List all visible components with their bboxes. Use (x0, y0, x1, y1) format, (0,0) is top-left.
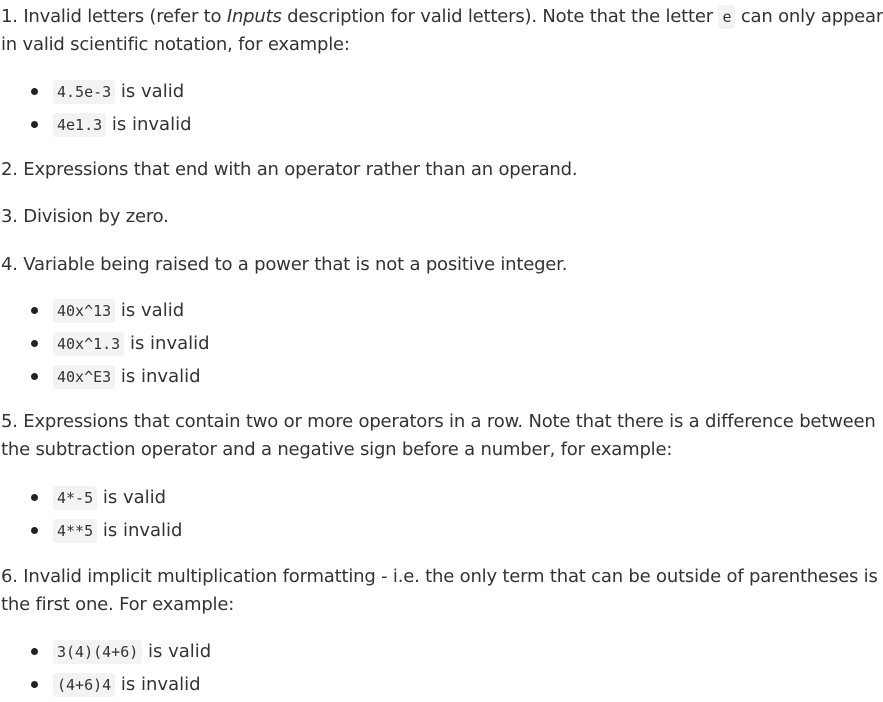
example-verdict: is invalid (102, 520, 183, 541)
example-verdict: is valid (120, 81, 185, 102)
example-code: 4*-5 (53, 486, 97, 510)
item-6-line-2: the first one. For example: (1, 594, 235, 615)
example-code: 40x^13 (53, 299, 115, 323)
list-item (0, 108, 192, 141)
item-1-italic-inputs: Inputs (226, 6, 282, 27)
bullet-dot (31, 88, 38, 95)
item-1-line-2: in valid scientific notation, for example: (1, 34, 350, 55)
bullet-dot (31, 307, 38, 314)
item-4-text: 4. Variable being raised to a power that is not a positive integer. (1, 254, 568, 275)
item-1-examples-list (0, 75, 192, 141)
item-6-line-1: 6. Invalid implicit multiplication formatting - i.e. the only term that can be outside of parentheses is (1, 566, 878, 587)
item-1-inline-code-e: e (718, 5, 735, 29)
item-2-text: 2. Expressions that end with an operator rather than an operand. (1, 159, 578, 180)
bullet-dot (31, 648, 38, 655)
bullet-dot (31, 340, 38, 347)
example-code: 40x^1.3 (53, 332, 124, 356)
item-1-number: 1. (1, 6, 18, 27)
item-1-line-1 (1, 3, 883, 31)
example-code: (4+6)4 (53, 673, 115, 697)
example-verdict: is invalid (120, 366, 201, 387)
item-5-line-2: the subtraction operator and a negative sign before a number, for example: (1, 439, 673, 460)
list-item (0, 635, 211, 668)
example-code: 4e1.3 (53, 113, 106, 137)
list-item (0, 75, 192, 108)
example-code: 4.5e-3 (53, 80, 115, 104)
example-verdict: is valid (148, 641, 212, 662)
example-verdict: is invalid (120, 674, 201, 695)
item-1-text-before-italic: Invalid letters (refer to (23, 6, 227, 27)
bullet-dot (31, 373, 38, 380)
bullet-dot (31, 121, 38, 128)
list-item (0, 481, 182, 514)
list-item (0, 514, 182, 547)
item-1-text-after-italic: description for valid letters). Note that the letter (281, 6, 719, 27)
example-verdict: is invalid (111, 114, 192, 135)
list-item (0, 668, 211, 701)
list-item (0, 360, 210, 393)
bullet-dot (31, 494, 38, 501)
list-item (0, 294, 210, 327)
example-code: 40x^E3 (53, 365, 115, 389)
bullet-dot (31, 681, 38, 688)
example-verdict: is valid (102, 487, 167, 508)
item-4-examples-list (0, 294, 210, 393)
item-5-examples-list (0, 481, 182, 547)
item-6-examples-list (0, 635, 211, 701)
item-1-text-after-code: can only appear (735, 6, 883, 27)
item-3-text: 3. Division by zero. (1, 206, 169, 227)
example-verdict: is invalid (129, 333, 210, 354)
item-5-line-1: 5. Expressions that contain two or more operators in a row. Note that there is a difference between (1, 411, 876, 432)
example-verdict: is valid (120, 300, 185, 321)
list-item (0, 327, 210, 360)
bullet-dot (31, 527, 38, 534)
example-code: 4**5 (53, 519, 97, 543)
example-code: 3(4)(4+6) (53, 640, 142, 664)
